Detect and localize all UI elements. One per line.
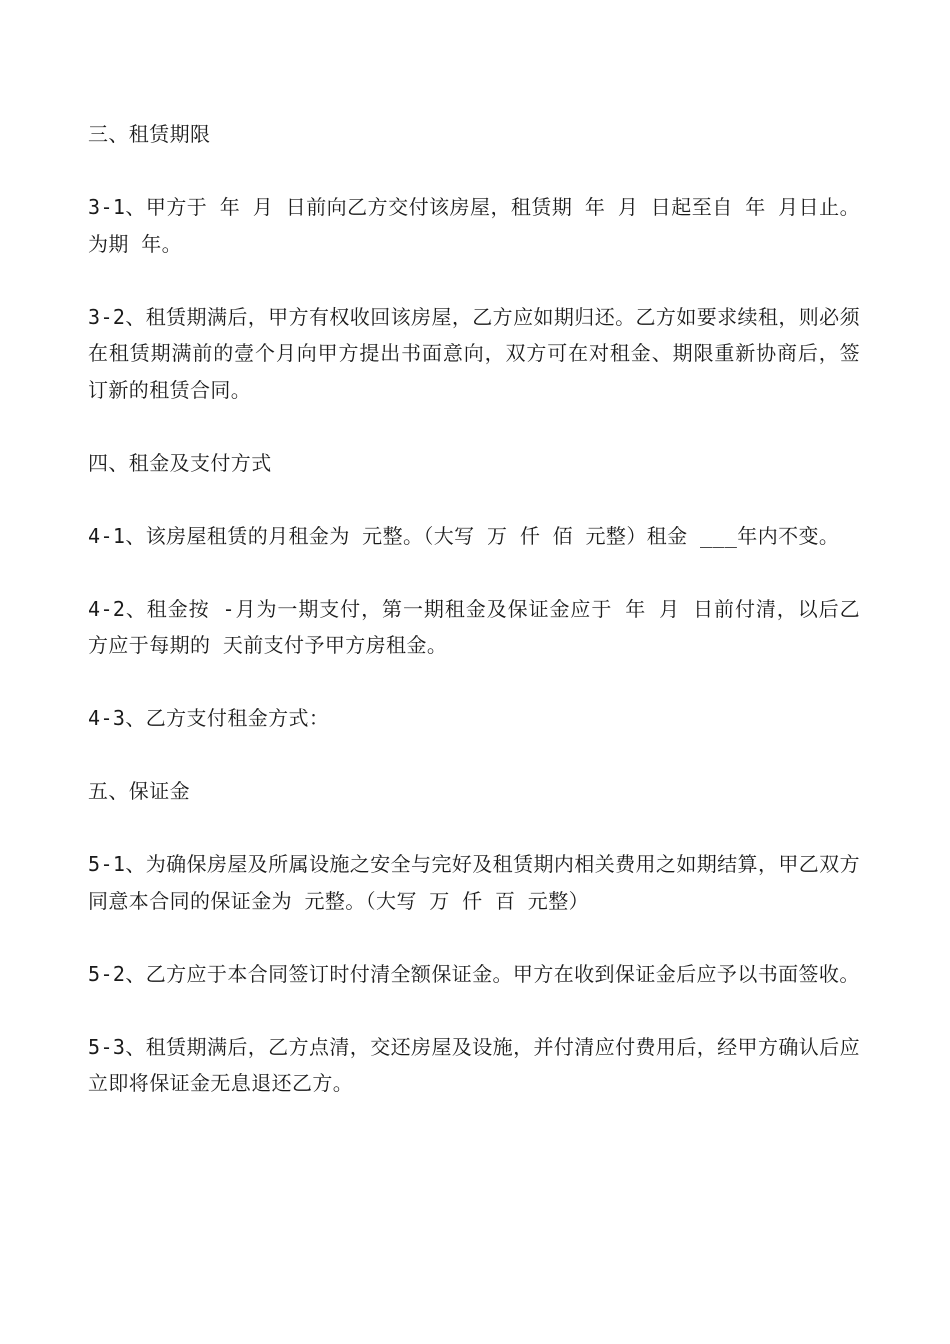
clause-3-2: 3-2、租赁期满后，甲方有权收回该房屋，乙方应如期归还。乙方如要求续租，则必须在租赁期满前的壹个月向甲方提出书面意向，双方可在对租金、期限重新协商后，签订新的租赁合同。 bbox=[88, 304, 860, 402]
clause-3-1: 3-1、甲方于 年 月 日前向乙方交付该房屋，租赁期 年 月 日起至自 年 月日止。为期 年。 bbox=[88, 195, 860, 256]
section-heading-lease-term: 三、租赁期限 bbox=[88, 122, 211, 146]
document-body bbox=[88, 116, 860, 1138]
clause-4-1: 4-1、该房屋租赁的月租金为 元整。（大写 万 仟 佰 元整）租金 ___年内不变。 bbox=[88, 523, 840, 548]
clause-5-2: 5-2、乙方应于本合同签订时付清全额保证金。甲方在收到保证金后应予以书面签收。 bbox=[88, 961, 860, 986]
clause-4-2: 4-2、租金按 -月为一期支付，第一期租金及保证金应于 年 月 日前付清，以后乙方应于每期的 天前支付予甲方房租金。 bbox=[88, 596, 860, 657]
section-heading-deposit: 五、保证金 bbox=[88, 779, 190, 803]
clause-5-3: 5-3、租赁期满后，乙方点清，交还房屋及设施，并付清应付费用后，经甲方确认后应立即将保证金无息退还乙方。 bbox=[88, 1034, 860, 1095]
clause-4-3: 4-3、乙方支付租金方式： bbox=[88, 706, 330, 730]
clause-5-1: 5-1、为确保房屋及所属设施之安全与完好及租赁期内相关费用之如期结算，甲乙双方同意本合同的保证金为 元整。（大写 万 仟 百 元整） bbox=[88, 852, 860, 913]
section-heading-rent-payment: 四、租金及支付方式 bbox=[88, 450, 272, 475]
